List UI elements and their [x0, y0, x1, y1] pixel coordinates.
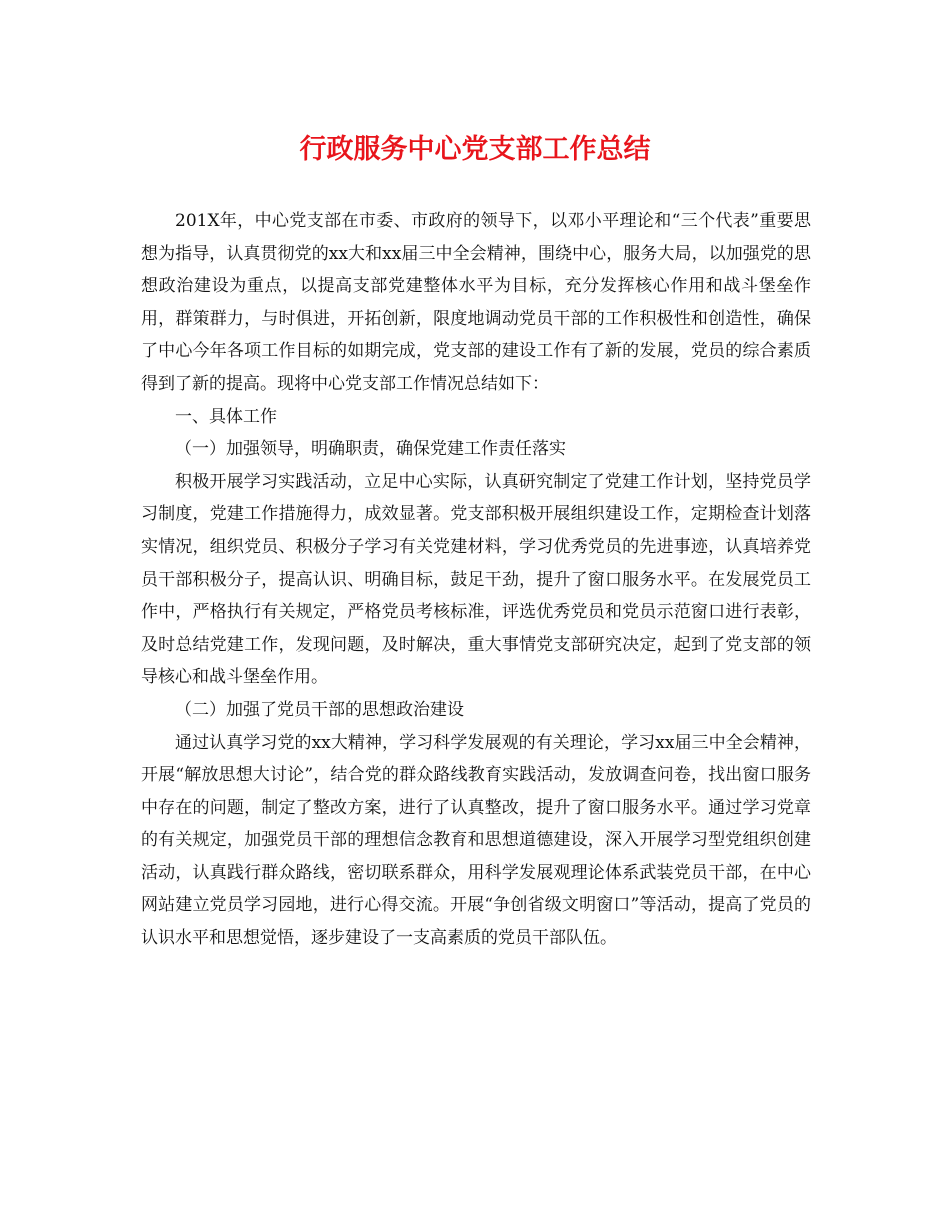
subsection-body-1: 积极开展学习实践活动，立足中心实际，认真研究制定了党建工作计划，坚持党员学习制度，党建工作措施得力，成效显著。党支部积极开展组织建设工作，定期检查计划落实情况，组织党员、积极分子学习有关党建材料，学习优秀党员的先进事迹，认真培养党员干部积极分子，提高认识、明确目标，鼓足干劲，提升了窗口服务水平。在发展党员工作中，严格执行有关规定，严格党员考核标准，评选优秀党员和党员示范窗口进行表彰，及时总结党建工作，发现问题，及时解决，重大事情党支部研究决定，起到了党支部的领导核心和战斗堡垒作用。	[141, 471, 811, 688]
section-heading-1: 一、具体工作	[175, 406, 277, 427]
subsection-heading-2: （二）加强了党员干部的思想政治建设	[175, 699, 464, 720]
document-title: 行政服务中心党支部工作总结	[299, 134, 651, 165]
subsection-heading-1: （一）加强领导，明确职责，确保党建工作责任落实	[175, 439, 566, 460]
subsection-body-2: 通过认真学习党的xx大精神，学习科学发展观的有关理论，学习xx届三中全会精神，开展“解放思想大讨论”，结合党的群众路线教育实践活动，发放调查问卷，找出窗口服务中存在的问题，制定了整改方案，进行了认真整改，提升了窗口服务水平。通过学习党章的有关规定，加强党员干部的理想信念教育和思想道德建设，深入开展学习型党组织创建活动，认真践行群众路线，密切联系群众，用科学发展观理论体系武装党员干部，在中心网站建立党员学习园地，进行心得交流。开展“争创省级文明窗口”等活动，提高了党员的认识水平和思想觉悟，逐步建设了一支高素质的党员干部队伍。	[141, 732, 811, 949]
document-body	[141, 205, 811, 955]
intro-paragraph: 201X年，中心党支部在市委、市政府的领导下，以邓小平理论和“三个代表”重要思想为指导，认真贯彻党的xx大和xx届三中全会精神，围绕中心，服务大局，以加强党的思想政治建设为重点，以提高支部党建整体水平为目标，充分发挥核心作用和战斗堡垒作用，群策群力，与时俱进，开拓创新，限度地调动党员干部的工作积极性和创造性，确保了中心今年各项工作目标的如期完成，党支部的建设工作有了新的发展，党员的综合素质得到了新的提高。现将中心党支部工作情况总结如下：	[141, 211, 811, 394]
